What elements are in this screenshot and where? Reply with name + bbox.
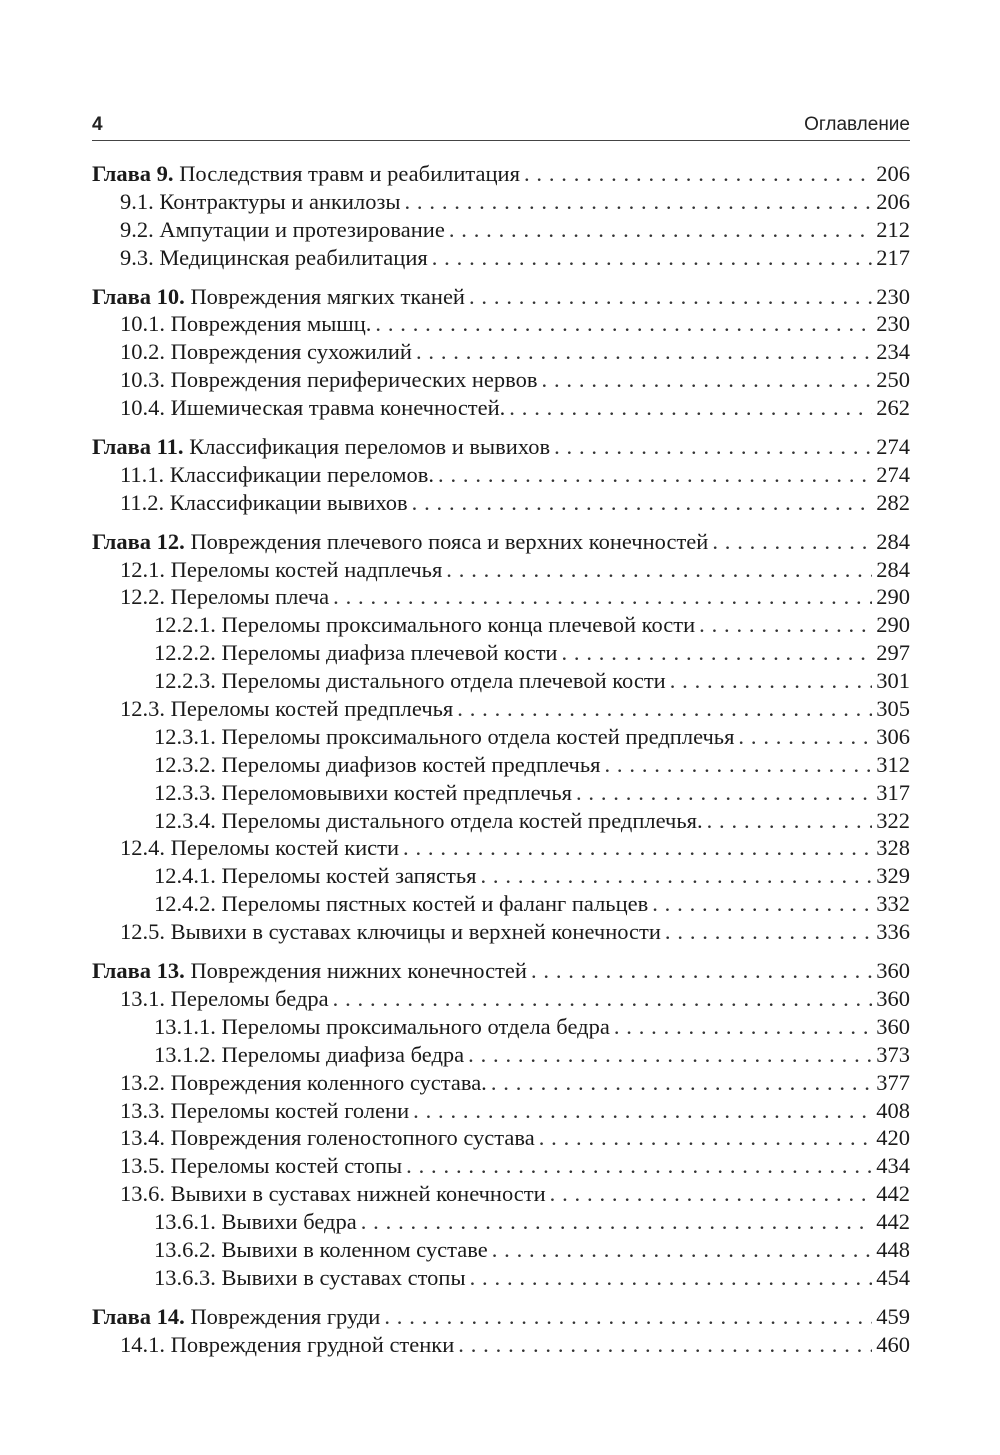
toc-section-entry[interactable] xyxy=(92,807,910,835)
toc-entry-title: Глава 9. Последствия травм и реабилитация xyxy=(92,161,520,186)
toc-section-entry[interactable] xyxy=(92,1124,910,1152)
toc-entry-title: 12.2. Переломы плеча xyxy=(120,584,330,610)
toc-entry-title: 11.1. Классификации переломов. xyxy=(120,461,435,487)
toc-dot-leader xyxy=(539,1124,873,1152)
toc-page-number: 373 xyxy=(876,1041,910,1067)
toc-page-number: 408 xyxy=(876,1097,910,1123)
toc-entry-title: 13.4. Повреждения голеностопного сустава xyxy=(120,1125,535,1151)
toc-entry-title: 9.1. Контрактуры и анкилозы xyxy=(120,188,401,214)
toc-page-number: 301 xyxy=(876,668,910,694)
toc-section-entry[interactable] xyxy=(92,667,910,695)
toc-page-number: 250 xyxy=(876,367,910,393)
toc-dot-leader xyxy=(469,283,872,311)
toc-page-number: 262 xyxy=(876,395,910,421)
toc-entry-title: 12.5. Вывихи в суставах ключицы и верхней конечности xyxy=(120,919,661,945)
toc-chapter-entry[interactable] xyxy=(92,528,910,556)
toc-dot-leader xyxy=(491,1069,872,1097)
toc-dot-leader xyxy=(738,723,872,751)
toc-section-entry[interactable] xyxy=(92,751,910,779)
toc-entry-title: 12.3.3. Переломовывихи костей предплечья xyxy=(154,779,572,805)
toc-entry-title: 12.4. Переломы костей кисти xyxy=(120,835,400,861)
toc-entry-title: 13.6.1. Вывихи бедра xyxy=(154,1209,357,1235)
toc-page-number: 206 xyxy=(876,161,910,186)
toc-chapter-entry[interactable] xyxy=(92,283,910,311)
toc-section-entry[interactable] xyxy=(92,1152,910,1180)
toc-page-number: 460 xyxy=(876,1331,910,1357)
toc-section-entry[interactable] xyxy=(92,188,910,216)
toc-entry-title: Глава 11. Классификация переломов и вывихов xyxy=(92,434,551,460)
toc-section-entry[interactable] xyxy=(92,338,910,366)
toc-entry-title: 10.1. Повреждения мышц. xyxy=(120,311,372,337)
toc-entry-title: 13.3. Переломы костей голени xyxy=(120,1097,410,1123)
toc-page-number: 328 xyxy=(876,835,910,861)
toc-section-entry[interactable] xyxy=(92,244,910,272)
toc-page-number: 329 xyxy=(876,863,910,889)
toc-dot-leader xyxy=(699,611,872,639)
toc-chapter-label: Глава 13. xyxy=(92,958,185,984)
toc-entry-title: 13.5. Переломы костей стопы xyxy=(120,1153,403,1179)
toc-entry-title: 9.3. Медицинская реабилитация xyxy=(120,244,428,270)
toc-section-entry[interactable] xyxy=(92,1097,910,1125)
toc-dot-leader xyxy=(384,1303,872,1331)
toc-chapter-label: Глава 14. xyxy=(92,1303,185,1329)
toc-dot-leader xyxy=(470,1264,873,1292)
toc-chapter-entry[interactable] xyxy=(92,1303,910,1331)
toc-dot-leader xyxy=(707,807,873,835)
toc-entry-title: 12.3.1. Переломы проксимального отдела костей предплечья xyxy=(154,723,735,749)
toc-dot-leader xyxy=(404,188,872,216)
toc-chapter-entry[interactable] xyxy=(92,433,910,461)
toc-section-entry[interactable] xyxy=(92,216,910,244)
toc-section-entry[interactable] xyxy=(92,1264,910,1292)
toc-dot-leader xyxy=(333,985,873,1013)
toc-page-number: 284 xyxy=(876,528,910,554)
toc-section-entry[interactable] xyxy=(92,723,910,751)
toc-section-entry[interactable] xyxy=(92,310,910,338)
toc-page-number: 442 xyxy=(876,1209,910,1235)
toc-entry-title: 13.2. Повреждения коленного сустава. xyxy=(120,1069,487,1095)
toc-chapter-label: Глава 10. xyxy=(92,283,185,309)
toc-page-number: 230 xyxy=(876,283,910,309)
toc-dot-leader xyxy=(413,1097,872,1125)
toc-page-number: 448 xyxy=(876,1236,910,1262)
toc-section-entry[interactable] xyxy=(92,394,910,422)
toc-page-number: 420 xyxy=(876,1125,910,1151)
toc-entry-title: 12.3.4. Переломы дистального отдела костей предплечья. xyxy=(154,807,703,833)
toc-entry-title: 12.2.3. Переломы дистального отдела плечевой кости xyxy=(154,668,666,694)
toc-entry-title: 12.4.2. Переломы пястных костей и фаланг пальцев xyxy=(154,891,649,917)
toc-entry-title: Глава 14. Повреждения груди xyxy=(92,1303,381,1329)
toc-chapter-label: Глава 12. xyxy=(92,528,185,554)
running-header xyxy=(92,112,910,141)
toc-dot-leader xyxy=(670,667,873,695)
toc-page-number: 284 xyxy=(876,556,910,582)
toc-page-number: 377 xyxy=(876,1069,910,1095)
toc-page-number: 305 xyxy=(876,696,910,722)
toc-dot-leader xyxy=(446,556,872,584)
toc-entry-title: 12.2.2. Переломы диафиза плечевой кости xyxy=(154,640,558,666)
toc-page-number: 234 xyxy=(876,339,910,365)
toc-section-entry[interactable] xyxy=(92,489,910,517)
toc-page-number: 360 xyxy=(876,958,910,984)
toc-dot-leader xyxy=(416,338,872,366)
toc-entry-title: 13.6.2. Вывихи в коленном суставе xyxy=(154,1236,488,1262)
toc-dot-leader xyxy=(480,862,872,890)
toc-section-entry[interactable] xyxy=(92,366,910,394)
toc-section-entry[interactable] xyxy=(92,1208,910,1236)
toc-section-entry[interactable] xyxy=(92,1069,910,1097)
toc-dot-leader xyxy=(406,1152,872,1180)
toc-page-number: 230 xyxy=(876,311,910,337)
toc-page-number: 317 xyxy=(876,779,910,805)
toc-chapter-entry[interactable] xyxy=(92,957,910,985)
toc-dot-leader xyxy=(509,394,872,422)
toc-page-number: 360 xyxy=(876,985,910,1011)
toc-entry-title: 13.1. Переломы бедра xyxy=(120,985,329,1011)
toc-entry-title: 10.3. Повреждения периферических нервов xyxy=(120,367,538,393)
toc-page-number: 360 xyxy=(876,1013,910,1039)
toc-page-number: 212 xyxy=(876,216,910,242)
toc-entry-title: 13.6.3. Вывихи в суставах стопы xyxy=(154,1264,466,1290)
header-title: Оглавление xyxy=(804,114,910,135)
toc-section-entry[interactable] xyxy=(92,1013,910,1041)
toc-dot-leader xyxy=(576,779,872,807)
toc-entry-title: 14.1. Повреждения грудной стенки xyxy=(120,1331,455,1357)
toc-section-entry[interactable] xyxy=(92,556,910,584)
toc-dot-leader xyxy=(375,310,872,338)
page-number: 4 xyxy=(92,114,103,135)
toc-section-entry[interactable] xyxy=(92,890,910,918)
toc-dot-leader xyxy=(542,366,873,394)
toc-page-number: 290 xyxy=(876,584,910,610)
toc-dot-leader xyxy=(531,957,872,985)
toc-page-number: 459 xyxy=(876,1303,910,1329)
toc-dot-leader xyxy=(550,1180,873,1208)
toc-page-number: 290 xyxy=(876,612,910,638)
toc-entry-title: 12.1. Переломы костей надплечья xyxy=(120,556,443,582)
toc-section-entry[interactable] xyxy=(92,862,910,890)
toc-section-entry[interactable] xyxy=(92,834,910,862)
toc-entry-title: Глава 13. Повреждения нижних конечностей xyxy=(92,958,527,984)
toc-dot-leader xyxy=(438,461,872,489)
toc-section-entry[interactable] xyxy=(92,1041,910,1069)
toc-section-entry[interactable] xyxy=(92,1180,910,1208)
toc-page-number: 297 xyxy=(876,640,910,666)
toc-page-number: 217 xyxy=(876,244,910,270)
toc-dot-leader xyxy=(412,489,873,517)
toc-entry-title: 12.3.2. Переломы диафизов костей предплечья xyxy=(154,751,601,777)
toc-dot-leader xyxy=(561,639,872,667)
toc-chapter-label: Глава 9. xyxy=(92,161,174,186)
toc-section-entry[interactable] xyxy=(92,611,910,639)
toc-chapter-label: Глава 11. xyxy=(92,434,184,460)
toc-entry-title: 12.4.1. Переломы костей запястья xyxy=(154,863,477,889)
toc-entry-title: 13.1.2. Переломы диафиза бедра xyxy=(154,1041,465,1067)
toc-section-entry[interactable] xyxy=(92,918,910,946)
toc-section-entry[interactable] xyxy=(92,639,910,667)
toc-chapter-entry[interactable] xyxy=(92,160,910,188)
toc-page-number: 332 xyxy=(876,891,910,917)
toc-page-number: 274 xyxy=(876,434,910,460)
toc-dot-leader xyxy=(604,751,872,779)
toc-page-number: 282 xyxy=(876,489,910,515)
table-of-contents xyxy=(92,160,910,1359)
toc-section-entry[interactable] xyxy=(92,583,910,611)
toc-dot-leader xyxy=(403,834,872,862)
toc-page-number: 274 xyxy=(876,461,910,487)
toc-dot-leader xyxy=(524,160,872,188)
toc-dot-leader xyxy=(333,583,872,611)
toc-page-number: 454 xyxy=(876,1264,910,1290)
toc-entry-title: 10.4. Ишемическая травма конечностей. xyxy=(120,395,506,421)
toc-page-number: 442 xyxy=(876,1181,910,1207)
toc-entry-title: 12.2.1. Переломы проксимального конца плечевой кости xyxy=(154,612,696,638)
toc-page-number: 322 xyxy=(876,807,910,833)
toc-entry-title: Глава 10. Повреждения мягких тканей xyxy=(92,283,465,309)
toc-entry-title: Глава 12. Повреждения плечевого пояса и верхних конечностей xyxy=(92,528,709,554)
toc-page-number: 312 xyxy=(876,751,910,777)
toc-section-entry[interactable] xyxy=(92,1331,910,1359)
toc-dot-leader xyxy=(554,433,872,461)
toc-section-entry[interactable] xyxy=(92,779,910,807)
toc-dot-leader xyxy=(361,1208,873,1236)
toc-entry-title: 9.2. Ампутации и протезирование xyxy=(120,216,445,242)
toc-dot-leader xyxy=(432,244,873,272)
toc-dot-leader xyxy=(712,528,872,556)
toc-dot-leader xyxy=(652,890,872,918)
toc-dot-leader xyxy=(457,695,872,723)
toc-section-entry[interactable] xyxy=(92,1236,910,1264)
toc-entry-title: 12.3. Переломы костей предплечья xyxy=(120,696,454,722)
toc-entry-title: 10.2. Повреждения сухожилий xyxy=(120,339,412,365)
toc-section-entry[interactable] xyxy=(92,461,910,489)
toc-page-number: 206 xyxy=(876,188,910,214)
toc-dot-leader xyxy=(665,918,872,946)
toc-entry-title: 13.6. Вывихи в суставах нижней конечности xyxy=(120,1181,546,1207)
toc-dot-leader xyxy=(492,1236,873,1264)
toc-section-entry[interactable] xyxy=(92,695,910,723)
toc-dot-leader xyxy=(449,216,872,244)
toc-page-number: 336 xyxy=(876,919,910,945)
toc-section-entry[interactable] xyxy=(92,985,910,1013)
toc-entry-title: 11.2. Классификации вывихов xyxy=(120,489,408,515)
toc-dot-leader xyxy=(458,1331,872,1359)
toc-page-number: 434 xyxy=(876,1153,910,1179)
toc-dot-leader xyxy=(614,1013,872,1041)
toc-page-number: 306 xyxy=(876,723,910,749)
toc-dot-leader xyxy=(468,1041,872,1069)
toc-entry-title: 13.1.1. Переломы проксимального отдела бедра xyxy=(154,1013,610,1039)
